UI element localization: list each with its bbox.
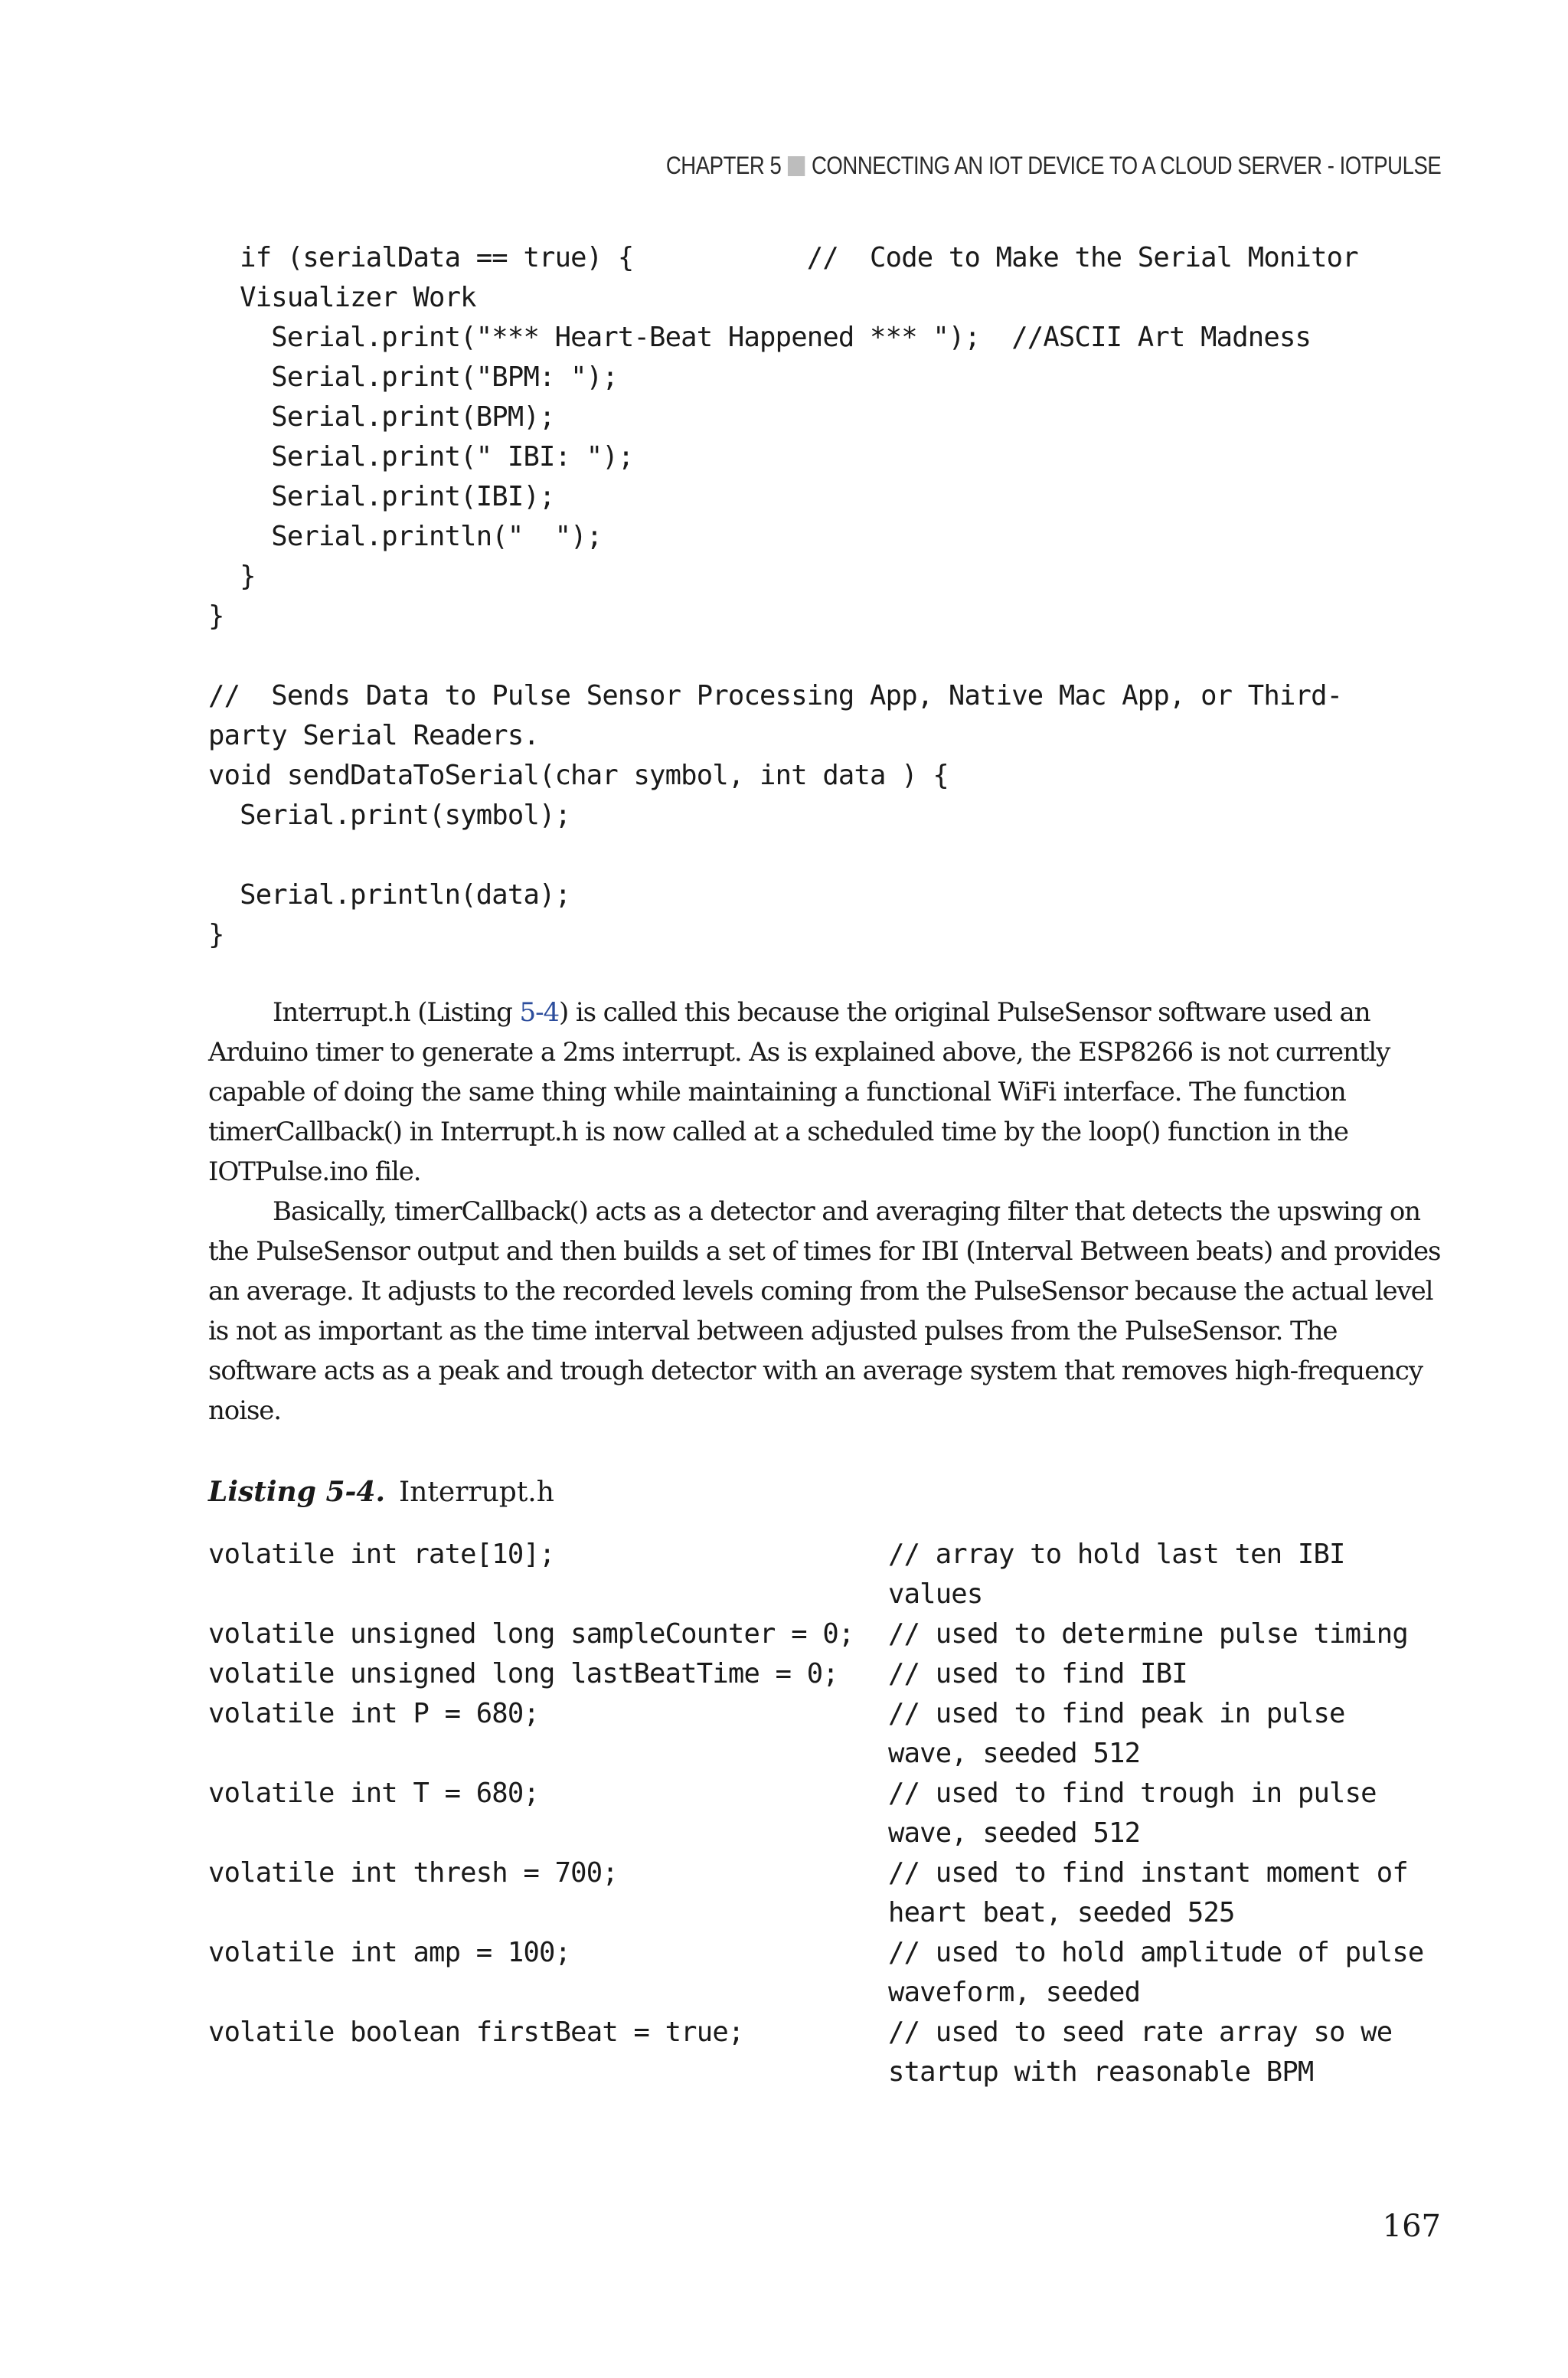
running-header	[665, 152, 1441, 180]
paragraph	[208, 993, 1442, 1192]
code-line: Serial.print(symbol);	[240, 800, 571, 831]
code-block	[208, 238, 1358, 955]
code-line: Serial.print("BPM: ");	[271, 361, 618, 393]
code-line: Serial.print(" IBI: ");	[271, 441, 634, 473]
code-line: }	[240, 561, 256, 592]
code-line: void sendDataToSerial(char symbol, int data ) {	[208, 760, 949, 791]
code-declaration: volatile unsigned long lastBeatTime = 0;	[208, 1658, 838, 1689]
code-declaration: volatile int T = 680;	[208, 1778, 540, 1809]
paragraph-text: ) is called this because the original PulseSensor software used an Arduino timer to generate a 2ms interrupt. As is explained above, the ESP8266 is not currently capable of doing the same thing while maintaining a functional WiFi interface. The function timerCallback() in Interrupt.h is now called at a scheduled time by the loop() function in the IOTPulse.ino file.	[208, 997, 1390, 1187]
code-line: Visualizer Work	[240, 282, 476, 313]
code-line: Serial.print(BPM);	[271, 401, 555, 433]
listing-code	[208, 1535, 1455, 2092]
listing-row	[208, 1774, 1455, 1853]
code-comment: // used to hold amplitude of pulse waveform, seeded	[888, 1937, 1424, 2008]
code-comment: // used to find peak in pulse wave, seeded 512	[888, 1698, 1345, 1769]
separator-square-icon	[788, 156, 805, 176]
code-line: Serial.println(data);	[240, 879, 571, 911]
listing-row	[208, 1933, 1455, 2013]
chapter-label: CHAPTER 5	[665, 152, 782, 179]
code-line: Serial.print("*** Heart-Beat Happened *** "); //ASCII Art Madness	[271, 322, 1312, 353]
code-declaration: volatile int P = 680;	[208, 1698, 540, 1729]
code-line: }	[208, 600, 224, 632]
listing-label: Listing 5-4.	[208, 1476, 386, 1508]
body-text	[208, 993, 1442, 1431]
paragraph: Basically, timerCallback() acts as a detector and averaging filter that detects the upswing on the PulseSensor output and then builds a set of times for IBI (Interval Between beats) and provides an average. It adjusts to the recorded levels coming from the PulseSensor because the actual level is not as important as the time interval between adjusted pulses from the PulseSensor. The software acts as a peak and trough detector with an average system that removes high-frequency noise.	[208, 1196, 1441, 1426]
listing-caption	[208, 1472, 554, 1513]
listing-link[interactable]: 5-4	[519, 997, 559, 1028]
code-declaration: volatile int thresh = 700;	[208, 1857, 618, 1889]
listing-row	[208, 1853, 1455, 1933]
code-declaration: volatile boolean firstBeat = true;	[208, 2017, 744, 2048]
code-comment: // used to find instant moment of heart beat, seeded 525	[888, 1857, 1408, 1928]
code-line: // Sends Data to Pulse Sensor Processing App, Native Mac App, or Third-	[208, 680, 1343, 711]
code-declaration: volatile int rate[10];	[208, 1539, 555, 1570]
listing-title: Interrupt.h	[399, 1477, 554, 1508]
code-line: }	[208, 919, 224, 950]
code-line: if (serialData == true) { // Code to Make the Serial Monitor	[240, 242, 1358, 273]
code-comment: // used to seed rate array so we startup with reasonable BPM	[888, 2017, 1393, 2088]
code-comment: // array to hold last ten IBI values	[888, 1539, 1361, 1610]
paragraph-text: Interrupt.h (Listing	[273, 997, 520, 1028]
code-line: Serial.println(" ");	[271, 521, 603, 552]
code-line: party Serial Readers.	[208, 720, 540, 751]
code-declaration: volatile unsigned long sampleCounter = 0;	[208, 1618, 854, 1650]
listing-row	[208, 1535, 1455, 1614]
listing-row	[208, 1614, 1455, 1654]
code-line: Serial.print(IBI);	[271, 481, 555, 512]
code-comment: // used to determine pulse timing	[888, 1618, 1408, 1650]
chapter-title: CONNECTING AN IOT DEVICE TO A CLOUD SERVER - IOTPULSE	[811, 152, 1441, 179]
code-declaration: volatile int amp = 100;	[208, 1937, 571, 1968]
page-number: 167	[1382, 2209, 1441, 2244]
listing-row	[208, 2013, 1455, 2092]
code-comment: // used to find trough in pulse wave, seeded 512	[888, 1778, 1377, 1849]
listing-row	[208, 1654, 1455, 1694]
listing-row	[208, 1694, 1455, 1774]
code-comment: // used to find IBI	[888, 1658, 1187, 1689]
